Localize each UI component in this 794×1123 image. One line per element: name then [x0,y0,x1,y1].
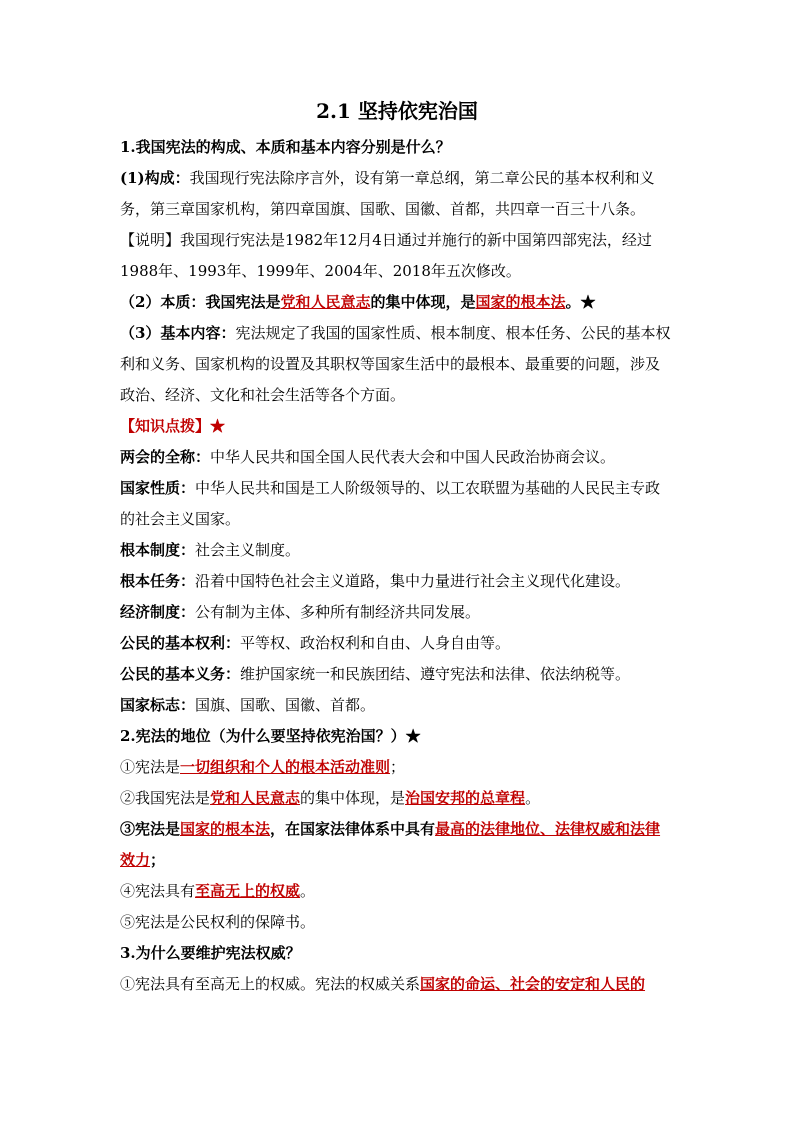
tip-item [120,690,674,721]
q2-item-3-c: ，在国家法律体系中具有 [270,820,436,838]
q1-content-label: （3）基本内容： [120,324,236,342]
tip-text: 中华人民共和国是工人阶级领导的、以工农联盟为基础的人民民主专政的社会主义国家。 [120,479,661,528]
q2-item-4-highlight: 至高无上的权威 [195,882,301,900]
q2-item-5: ⑤宪法是公民权利的保障书。 [120,913,316,931]
q2-item-2 [120,783,674,814]
q2-item-3 [120,814,674,876]
q1-composition-text: 我国现行宪法除序言外，设有第一章总纲，第二章公民的基本权利和义务，第三章国家机构，第四章国旗、国歌、国徽、首都，共四章一百三十八条。 [120,169,655,218]
q2-item-4-c: 。 [300,882,316,900]
q2-item-1-a: ①宪法是 [120,758,181,776]
page-title: 2.1 坚持依宪治国 [316,99,478,123]
tip-item [120,473,674,535]
tip-label: 根本任务： [120,572,196,590]
q2-item-1 [120,752,674,783]
tip-text: 沿着中国特色社会主义道路，集中力量进行社会主义现代化建设。 [195,572,631,590]
q1-note [120,225,674,287]
q2-item-3-highlight-1: 国家的根本法 [180,820,271,838]
q1-heading: 1.我国宪法的构成、本质和基本内容分别是什么？ [120,138,451,156]
q2-heading: 2.宪法的地位（为什么要坚持依宪治国？）★ [120,727,421,745]
tip-item [120,597,674,628]
q2-item-3-e: ； [150,851,166,869]
tip-item [120,535,674,566]
tip-text: 中华人民共和国全国人民代表大会和中国人民政治协商会议。 [210,448,616,466]
tip-label: 国家性质： [120,479,196,497]
q3-item-1-highlight: 国家的命运、社会的安定和人民的 [420,975,646,993]
q1-essence [120,287,674,318]
tip-text: 平等权、政治权利和自由、人身自由等。 [240,634,511,652]
tip-label: 公民的基本义务： [120,665,241,683]
tip-item [120,442,674,473]
tip-label: 根本制度： [120,541,196,559]
tip-label: 经济制度： [120,603,196,621]
q1-essence-a: （2）本质：我国宪法是 [120,293,281,311]
q1-composition-label: (1)构成： [120,169,190,187]
q1-essence-e: 。★ [565,293,596,311]
tip-text: 社会主义制度。 [195,541,301,559]
tips-heading: 【知识点拨】★ [120,417,226,435]
q2-item-4 [120,876,674,907]
q2-item-3-a: ③宪法是 [120,820,181,838]
q1-note-text: 我国现行宪法是1982年12月4日通过并施行的新中国第四部宪法，经过1988年、1993年、1999年、2004年、2018年五次修改。 [120,231,652,280]
tip-label: 两会的全称： [120,448,211,466]
tip-text: 国旗、国歌、国徽、首都。 [195,696,376,714]
tip-item [120,566,674,597]
q1-content-text: 宪法规定了我国的国家性质、根本制度、根本任务、公民的基本权利和义务、国家机构的设置及其职权等国家生活中的最根本、最重要的问题，涉及政治、经济、文化和社会生活等各个方面。 [120,324,671,404]
tip-item [120,628,674,659]
q2-item-4-a: ④宪法具有 [120,882,196,900]
tip-text: 公有制为主体、多种所有制经济共同发展。 [195,603,481,621]
q1-essence-highlight-2: 国家的根本法 [475,293,566,311]
q1-note-label: 【说明】 [120,231,181,249]
q3-heading: 3.为什么要维护宪法权威？ [120,944,301,962]
tip-item [120,659,674,690]
tip-text: 维护国家统一和民族团结、遵守宪法和法律、依法纳税等。 [240,665,631,683]
q1-composition [120,163,674,225]
q3-item-1 [120,969,674,1000]
q2-item-2-highlight-1: 党和人民意志 [210,789,301,807]
q2-item-2-c: 的集中体现，是 [300,789,406,807]
q2-item-2-highlight-2: 治国安邦的总章程 [405,789,526,807]
q1-content [120,318,674,411]
q2-item-1-c: ； [390,758,406,776]
q2-item-2-e: 。 [525,789,541,807]
tip-label: 国家标志： [120,696,196,714]
q2-item-3-highlight-2: 最高的法律地位、法律权威和法律效力 [120,820,661,869]
q1-essence-highlight-1: 党和人民意志 [280,293,371,311]
tip-label: 公民的基本权利： [120,634,241,652]
q1-essence-c: 的集中体现，是 [370,293,476,311]
q2-item-1-highlight: 一切组织和个人的根本活动准则 [180,758,391,776]
q2-item-2-a: ②我国宪法是 [120,789,211,807]
q3-item-1-a: ①宪法具有至高无上的权威。宪法的权威关系 [120,975,421,993]
